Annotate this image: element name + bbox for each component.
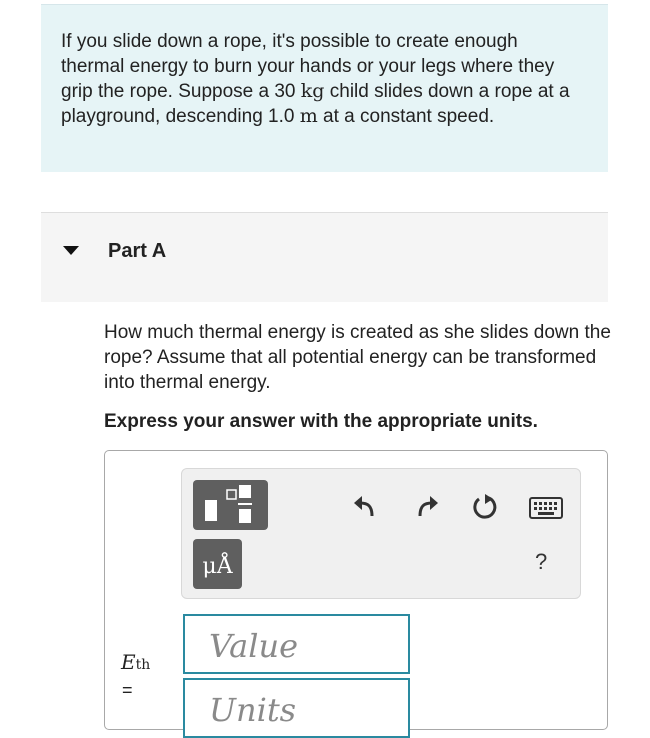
problem-intro [41, 4, 608, 172]
equals-sign: = [122, 680, 133, 700]
help-button[interactable]: ? [535, 549, 548, 574]
value-input[interactable] [183, 614, 410, 674]
units-button[interactable]: μÅ [193, 539, 242, 589]
variable-symbol: E [121, 650, 136, 674]
collapse-caret-icon[interactable] [63, 246, 79, 255]
distance-unit: m [299, 105, 318, 127]
templates-icon [193, 480, 268, 530]
undo-icon[interactable] [352, 494, 378, 518]
intro-text-3: at a constant speed. [317, 106, 495, 127]
variable-label [121, 650, 150, 674]
intro-text-2: child slides down a rope at a playground, descending 1.0 [61, 81, 570, 127]
keyboard-icon[interactable] [529, 497, 563, 519]
templates-button[interactable] [193, 480, 268, 530]
answer-instruction: Express your answer with the appropriate units. [104, 411, 538, 432]
problem-statement [61, 29, 586, 129]
intro-text-1: If you slide down a rope, it's possible to create enough thermal energy to burn your hands or your legs where they grip the rope. Suppose a 30 [61, 31, 555, 102]
question-text: How much thermal energy is created as she slides down the rope? Assume that all potential energy can be transformed into thermal energy. [104, 322, 611, 393]
part-title: Part A [108, 240, 167, 262]
units-input[interactable] [183, 678, 410, 738]
variable-subscript: th [135, 657, 151, 673]
part-a-header[interactable] [41, 212, 608, 302]
mass-unit: kg [300, 80, 325, 102]
reset-icon[interactable] [471, 493, 499, 521]
redo-icon[interactable] [414, 494, 440, 518]
